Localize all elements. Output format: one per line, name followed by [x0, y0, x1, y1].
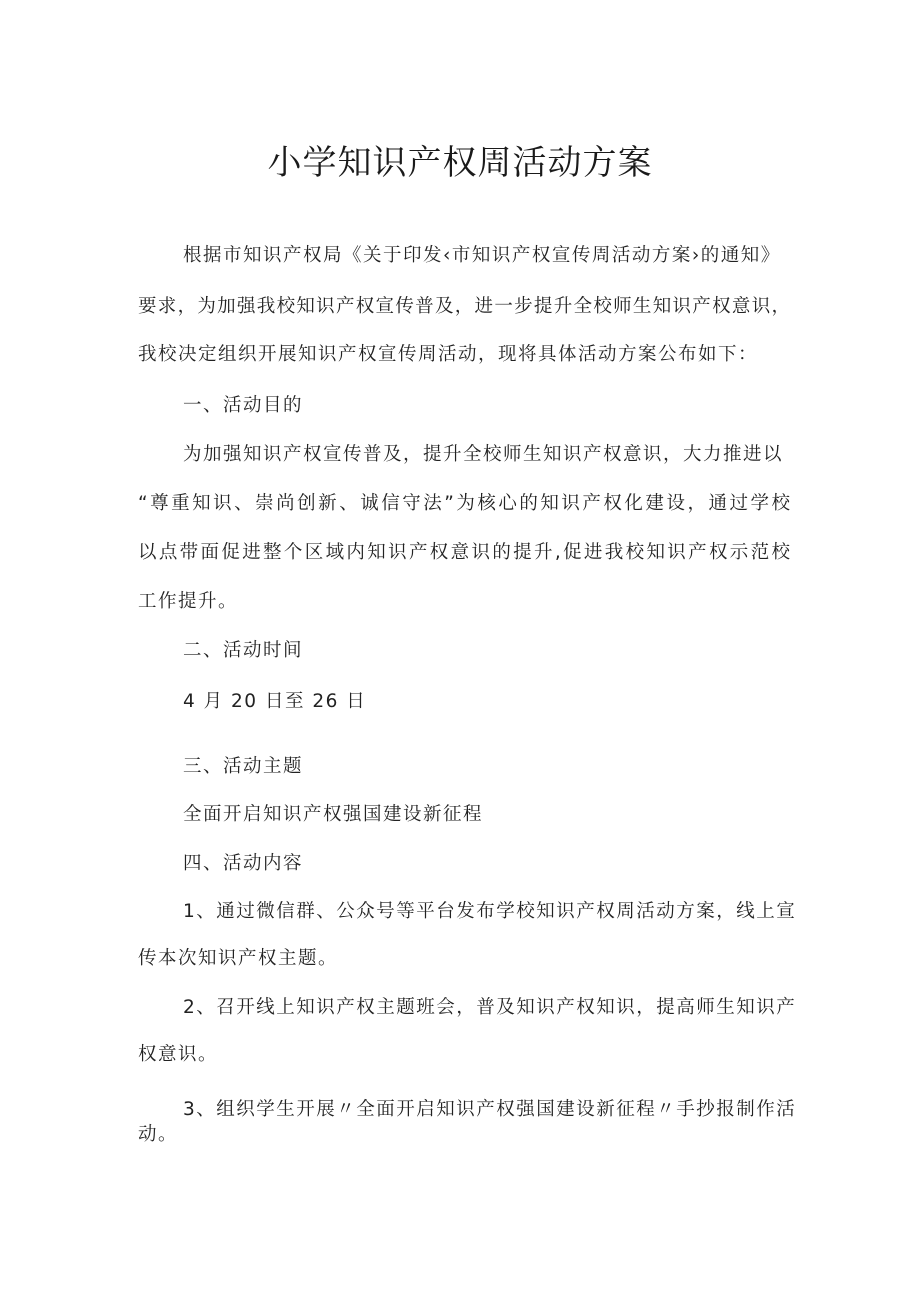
intro-line-1: 根据市知识产权局《关于印发‹市知识产权宣传周活动方案›的通知》: [183, 245, 781, 266]
section-1-line-4: 工作提升。: [138, 591, 239, 612]
section-1-heading: 一、活动目的: [183, 395, 304, 416]
section-4-item-2-line-1: 2、召开线上知识产权主题班会，普及知识产权知识，提高师生知识产: [183, 997, 797, 1018]
section-4-item-1-line-2: 传本次知识产权主题。: [138, 948, 339, 969]
section-4-item-1-line-1: 1、通过微信群、公众号等平台发布学校知识产权周活动方案，线上宣: [183, 901, 797, 922]
document-title: 小学知识产权周活动方案: [267, 143, 653, 183]
section-1-line-3: 以点带面促进整个区域内知识产权意识的提升,促进我校知识产权示范校: [138, 542, 790, 563]
section-2-content: 4 月 20 日至 26 日: [183, 691, 367, 712]
section-4-item-3-line-1: 3、组织学生开展〃全面开启知识产权强国建设新征程〃手抄报制作活: [183, 1099, 797, 1120]
section-4-item-3-line-2: 动。: [138, 1124, 179, 1145]
section-4-heading: 四、活动内容: [183, 853, 304, 874]
intro-line-3: 我校决定组织开展知识产权宣传周活动，现将具体活动方案公布如下：: [138, 344, 759, 365]
section-1-line-2: “尊重知识、崇尚创新、诚信守法”为核心的知识产权化建设，通过学校: [138, 493, 790, 514]
section-2-heading: 二、活动时间: [183, 640, 304, 661]
section-3-heading: 三、活动主题: [183, 756, 304, 777]
section-1-line-1: 为加强知识产权宣传普及，提升全校师生知识产权意识，大力推进以: [183, 444, 784, 465]
section-3-content: 全面开启知识产权强国建设新征程: [183, 804, 484, 825]
section-4-item-2-line-2: 权意识。: [138, 1044, 219, 1065]
intro-line-2: 要求，为加强我校知识产权宣传普及，进一步提升全校师生知识产权意识，: [138, 296, 790, 317]
